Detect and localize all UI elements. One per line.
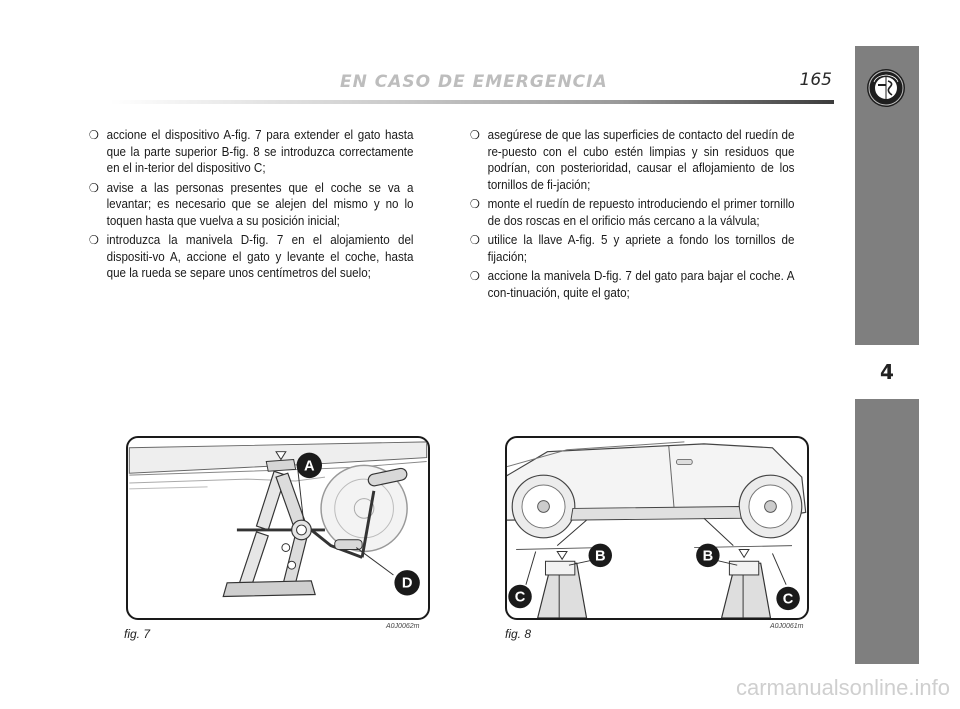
circle-bullet-icon: ❍ — [469, 269, 480, 283]
circle-bullet-icon: ❍ — [469, 197, 480, 211]
callout-b-left-label: B — [594, 548, 606, 565]
list-item-text: accione el dispositivo A-fig. 7 para extender el gato hasta que la parte superior B-fig. 8 se introduzca correctamente en el in-terior del dispositivo C; — [106, 128, 414, 175]
list-item-text: introduzca la manivela D-fig. 7 en el alojamiento del dispositi-vo A, accione el gato y levante el coche, hasta que la rueda se separe unos centímetros del suelo; — [106, 233, 414, 280]
list-item — [88, 127, 414, 177]
page-number: 165 — [799, 70, 832, 90]
list-item-text: asegúrese de que las superficies de contacto del ruedín de re-puesto con el cubo estén limpias y sin residuos que podrían, con posterioridad, causar el aflojamiento de los tornillos de fi-jación; — [487, 128, 795, 192]
left-text-column — [88, 127, 414, 285]
circle-bullet-icon: ❍ — [88, 128, 99, 142]
list-item — [469, 232, 795, 265]
chapter-number: 4 — [880, 360, 894, 384]
figure-8-code: A0J0061m — [770, 623, 804, 630]
circle-bullet-icon: ❍ — [88, 233, 99, 247]
alfa-romeo-logo-icon — [866, 68, 906, 108]
sidebar-divider — [855, 397, 919, 399]
list-item-text: avise a las personas presentes que el coche se va a levantar; es necesario que se alejen del mismo y no lo toquen hasta que vuelva a su posición inicial; — [106, 180, 414, 228]
chapter-tab[interactable] — [855, 347, 919, 397]
section-title: EN CASO DE EMERGENCIA — [340, 72, 608, 92]
figure-8-car-jack-illustration — [505, 436, 809, 620]
list-item — [469, 127, 795, 193]
list-item-text: monte el ruedín de repuesto introduciendo el primer tornillo de dos roscas en el orificio más cercano a la válvula; — [487, 197, 795, 228]
callout-c-right-label: C — [782, 591, 794, 608]
callout-c-left-label: C — [514, 589, 526, 606]
circle-bullet-icon: ❍ — [469, 233, 480, 247]
list-item-text: accione la manivela D-fig. 7 del gato para bajar el coche. A con-tinuación, quite el gato; — [487, 269, 795, 300]
callout-d-label: D — [401, 575, 413, 592]
circle-bullet-icon: ❍ — [88, 180, 99, 195]
list-item — [469, 268, 795, 301]
callout-b-right-label: B — [702, 548, 714, 565]
figure-8-caption: fig. 8 — [505, 627, 532, 641]
callout-a-label: A — [304, 458, 315, 475]
page-header — [110, 68, 834, 108]
right-text-column — [469, 127, 795, 304]
list-item-text: utilice la llave A-fig. 5 y apriete a fondo los tornillos de fijación; — [487, 233, 795, 264]
list-item — [88, 180, 414, 230]
list-item — [88, 232, 414, 282]
figure-7-caption: fig. 7 — [124, 627, 151, 641]
figure-7-jack-illustration — [126, 436, 430, 620]
header-rule — [110, 100, 834, 104]
watermark-text: carmanualsonline.info — [735, 675, 950, 700]
list-item — [469, 196, 795, 229]
circle-bullet-icon: ❍ — [469, 128, 480, 142]
figure-7-code: A0J0062m — [386, 623, 420, 630]
